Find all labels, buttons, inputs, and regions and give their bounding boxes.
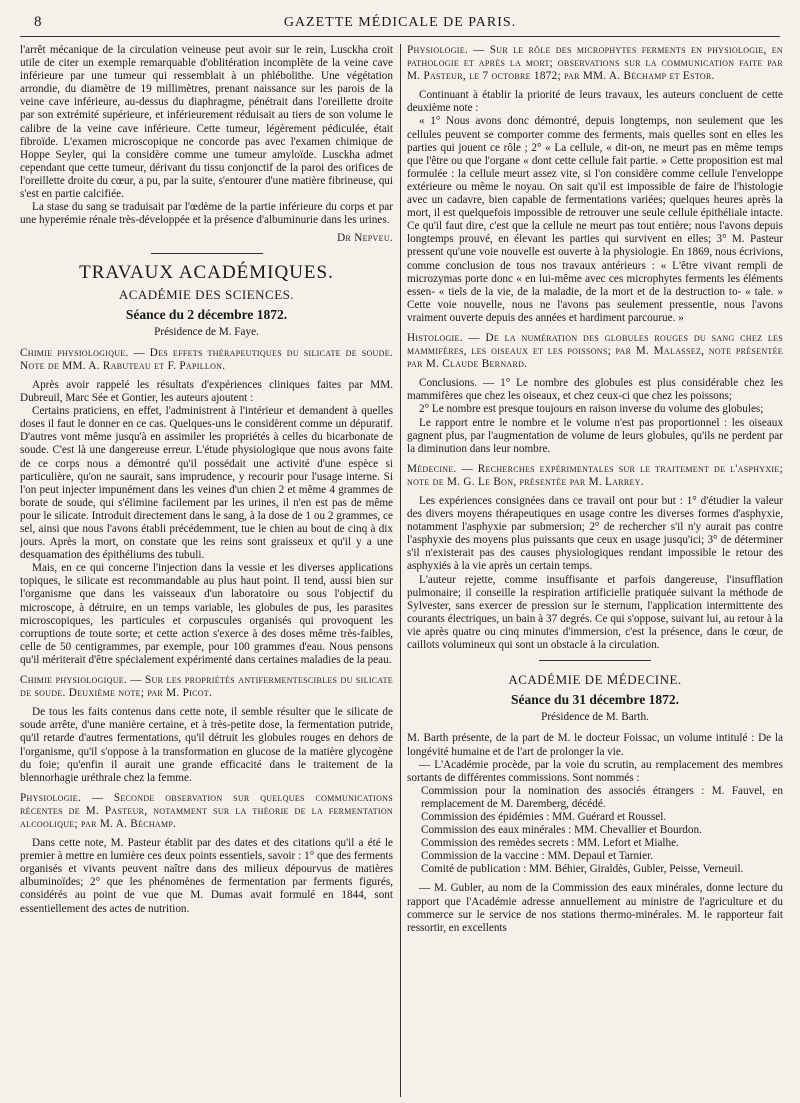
article-title: Physiologie. — Sur le rôle des microphytes ferments en physiologie, en pathologie et après la mort; observations sur la communication faite par M. Pasteur, le 7 octobre 1872; par MM. A. Béchamp et Estor. [407,44,783,83]
left-column [20,44,393,1097]
commission-item: Commission des eaux minérales : MM. Chevallier et Bourdon. [421,824,702,837]
article-paragraph: Certains praticiens, en effet, l'administrent à l'intérieur et demandent à quelles doses il faut le donner en ce cas. Quelques-uns le considèrent comme un dépuratif. D'autres vont même jusqu'à en assimiler les propriétés à celles du bicarbonate de soude. C'est là une dangereuse erreur. L'étude physiologique que nous avons faite de ce corps nous a démontré qu'il possédait une activité d'une espèce si particulière, qu'on ne saurait, sans imprudence, y recourir pour l'usage interne. Si l'on peut injecter impunément dans les veines d'un chien 2 et même 4 grammes de borate de soude, qui s'élimine facilement par les urines, il n'en est pas de même pour le silicate. Introduit directement dans le sang, à la dose de 1 ou 2 grammes, ce sel, ainsi que nous l'avons établi précédemment, tue le chien au bout de cinq à dix jours. Après la mort, on constate que les reins sont graisseux et qu'il y a une desquamation des épithéliums des tubuli. [20,405,393,562]
section-title: TRAVAUX ACADÉMIQUES. [79,262,334,284]
article-paragraph: De tous les faits contenus dans cette note, il semble résulter que le silicate de soude arrête, d'une manière certaine, et à très-petite dose, la fermentation putride, qu'il retarde d'autres fermentations, qu'il détruit les globules rouges en dehors de l'organisme, qu'il s'oppose à la transformation en glucose de la matière glycogène du foie; qu'enfin il aurait une grande efficacité dans le traitement de la blennorhagie uréthrale chez la femme. [20,706,393,784]
article-paragraph: — M. Gubler, au nom de la Commission des eaux minérales, donne lecture du rapport que l'Académie adresse annuellement au ministre de l'agriculture et du commerce sur le service de nos stations thermo-minérales. M. le rapporteur fait ressortir, en excellents [407,882,783,934]
commission-item: Comité de publication : MM. Béhier, Giraldès, Gubler, Peisse, Verneuil. [421,863,744,876]
author-signature: Dr Nepveu. [337,232,393,245]
intro-paragraph: l'arrêt mécanique de la circulation veineuse peut avoir sur le rein, Lusckha croit utile de citer un exemple remarquable d'oblitération incomplète de la veine cave inférieure par une tumeur qui ressemblait à un phlébolithe. Une végétation arrondie, du diamètre de 19 millimètres, prenant naissance sur les parois de la veine cave inférieure, au-dessus du diaphragme, pénétrait dans l'oreillette droite par son extrémité supérieure, et inférieurement réduisait au tiers de son volume le calibre de la veine cave inférieure. Cette tumeur, légèrement pédiculée, était fibroïde. L'examen microscopique ne concorde pas avec l'examen chimique de Hoppe Seyler, qui la considère comme une tumeur amyloïde. Lusckha admet cependant que cette tumeur, dérivant du tissu conjonctif de la paroi des orifices de l'oreillette droite du cœur, a pu, par la suite, s'entourer d'une matière fibrineuse, qui s'est en partie calcifiée. [20,44,393,201]
commission-item: Commission des remèdes secrets : MM. Lefort et Mialhe. [421,837,679,850]
article-paragraph: Après avoir rappelé les résultats d'expériences cliniques faites par MM. Dubreuil, Marc Sée et Gontier, les auteurs ajoutent : [20,378,393,405]
page-header [20,10,780,37]
article-title: Histologie. — De la numération des globules rouges du sang chez les mammifères, les oiseaux et les poissons; par M. Malassez, note présentée par M. Claude Bernard. [407,331,783,371]
academy-heading: ACADÉMIE DE MÉDECINE. [508,672,682,688]
article-title: Médecine. — Recherches expérimentales sur le traitement de l'asphyxie; note de M. G. Le Bon, présentée par M. Larrey. [407,462,783,488]
article-paragraph: Les expériences consignées dans ce travail ont pour but : 1° d'étudier la valeur des divers moyens thérapeutiques en usage contre les diverses formes d'asphyxie, notamment l'asphyxie par submersion; 2° de rechercher s'il n'y aurait pas contre l'asphyxie des moyens plus puissants que ceux en usage jusqu'ici; 3° de déterminer s'il n'existerait pas des causes physiologiques rendant impossible le retour des asphyxiés à la vie après un certain temps. [407,495,783,573]
article-paragraph: Dans cette note, M. Pasteur établit par des dates et des citations qu'il a été le premier à mettre en lumière ces deux points essentiels, savoir : 1° que des ferments organisés et vivants peuvent naître dans des milieux dépourvus de matières albuminoïdes; 2° que les phénomènes de fermentation par ferments figurés, considérés au point de vue que M. Dumas avait formulé en 1844, sont essentiellement des actes de nutrition. [20,837,393,915]
journal-title: GAZETTE MÉDICALE DE PARIS. [283,15,517,30]
article-paragraph: 2° Le nombre est presque toujours en raison inverse du volume des globules; [419,403,764,416]
article-title: Chimie physiologique. — Des effets thérapeutiques du silicate de soude. Note de MM. A. Rabuteau et F. Papillon. [20,346,393,372]
seance-heading: Séance du 2 décembre 1872. [125,306,288,322]
article-paragraph: — L'Académie procède, par la voie du scrutin, au remplacement des membres sortants de différentes commissions. Sont nommés : [407,758,783,784]
article-paragraph: L'auteur rejette, comme insuffisante et parfois dangereuse, l'insufflation pulmonaire; il conseille la respiration artificielle pratiquée suivant la méthode de Sylvester, sans exercer de pression sur le sternum, l'application intermittente des courants électriques, un bain à 37 degrés. Ce qui s'oppose, suivant lui, au retour à la vie après quatre ou cinq minutes d'immersion, c'est la présence, dans le cœur, de caillots volumineux qui sont un obstacle à la circulation. [407,573,783,652]
commission-item: Commission des épidémies : MM. Guérard et Roussel. [421,810,667,823]
article-title: Chimie physiologique. — Sur les propriétés antifermentescibles du silicate de soude. Deuxième note; par M. Picot. [20,674,393,700]
article-title: Physiologie. — Seconde observation sur quelques communications récentes de M. Pasteur, notamment sur la théorie de la fermentation alcoolique; par M. A. Béchamp. [20,791,393,830]
section-divider [539,660,651,661]
article-paragraph: Continuant à établir la priorité de leurs travaux, les auteurs concluent de cette deuxième note : [407,89,783,115]
seance-heading: Séance du 31 décembre 1872. [510,692,680,708]
commission-item: Commission pour la nomination des associés étrangers : M. Fauvel, en remplacement de M. Daremberg, décédé. [421,784,783,810]
right-column [407,44,783,1097]
presidence-line: Présidence de M. Faye. [154,325,259,338]
article-paragraph: Mais, en ce qui concerne l'injection dans la vessie et les diverses applications topiques, le silicate est recommandable au plus haut point. Il tend, aussi bien sur l'organisme que dans les vaisseaux d'un laboratoire ou sous l'objectif du microscope, à détruire, en un temps variable, les globules de pus, les parasites microscopiques, les particules et corpuscules organisés qui provoquent les corruptions de toute sorte; et cette action s'exerce à des doses même très-faibles, celle de 50 centigrammes, par exemple, pour 100 grammes d'eau. Nous pensons qu'il mériterait d'être spécialement expérimenté dans certaines maladies de la peau. [20,562,393,666]
stasis-paragraph: La stase du sang se traduisait par l'œdème de la partie inférieure du corps et par une hyperémie rénale très-développée et la présence d'albuminurie dans les urines. [20,201,393,227]
article-paragraph: M. Barth présente, de la part de M. le docteur Foissac, un volume intitulé : De la longévité humaine et de l'art de prolonger la vie. [407,732,783,758]
article-paragraph: Le rapport entre le nombre et le volume n'est pas proportionnel : les oiseaux gagnent plus, par l'augmentation de volume de leurs globules, qu'ils ne perdent par la diminution dans leur nombre. [407,416,783,455]
article-paragraph: « 1° Nous avons donc démontré, depuis longtemps, non seulement que les cellules peuvent se comporter comme des ferments, mais quelles sont en elles les parties qui jouent ce rôle ; 2° « La cellule, « dit-on, ne meurt pas en même temps que l'être ou que l'organe « dont cette cellule fait partie. » Cette proposition est mal formulée : la cellule meurt assez vite, si l'on considère comme cellule l'enveloppe extérieure ou même le noyau. On sait qu'il est impossible de faire de l'histologie avec un cadavre, bien capable de fermentations variées; quelques heures après la mort, il est quelquefois impossible de retrouver une seule cellule épithéliale intacte. Ce qu'il faut dire, c'est que la cellule ne meurt pas tout entière; nous l'avons depuis longtemps prouvé, en élevant les parties qui survivent en elles; 3° M. Pasteur pressent qu'une voie nouvelle est ouverte à la physiologie. En 1869, nous écrivions, comme conclusion de tous nos travaux antérieurs : « L'être vivant rempli de microzymas porte donc « en lui-même avec ces microphytes ferments les éléments essen- « tiels de la vie, de la maladie, de la mort et de la destruction to- « tale. » Cette voie nouvelle, nous ne l'avons pas seulement pressentie, nous l'avons vraiment ouverte depuis des années et hardiment parcourue. » [407,115,783,324]
article-paragraph: Conclusions. — 1° Le nombre des globules est plus considérable chez les mammifères que chez les oiseaux, et chez ceux-ci que chez les poissons; [407,377,783,403]
page-number: 8 [34,14,42,30]
section-divider [151,253,263,254]
academy-heading: ACADÉMIE DES SCIENCES. [118,286,295,302]
presidence-line: Présidence de M. Barth. [541,711,649,724]
column-rule [400,44,401,1097]
commission-item: Commission de la vaccine : MM. Depaul et Tarnier. [421,850,654,863]
